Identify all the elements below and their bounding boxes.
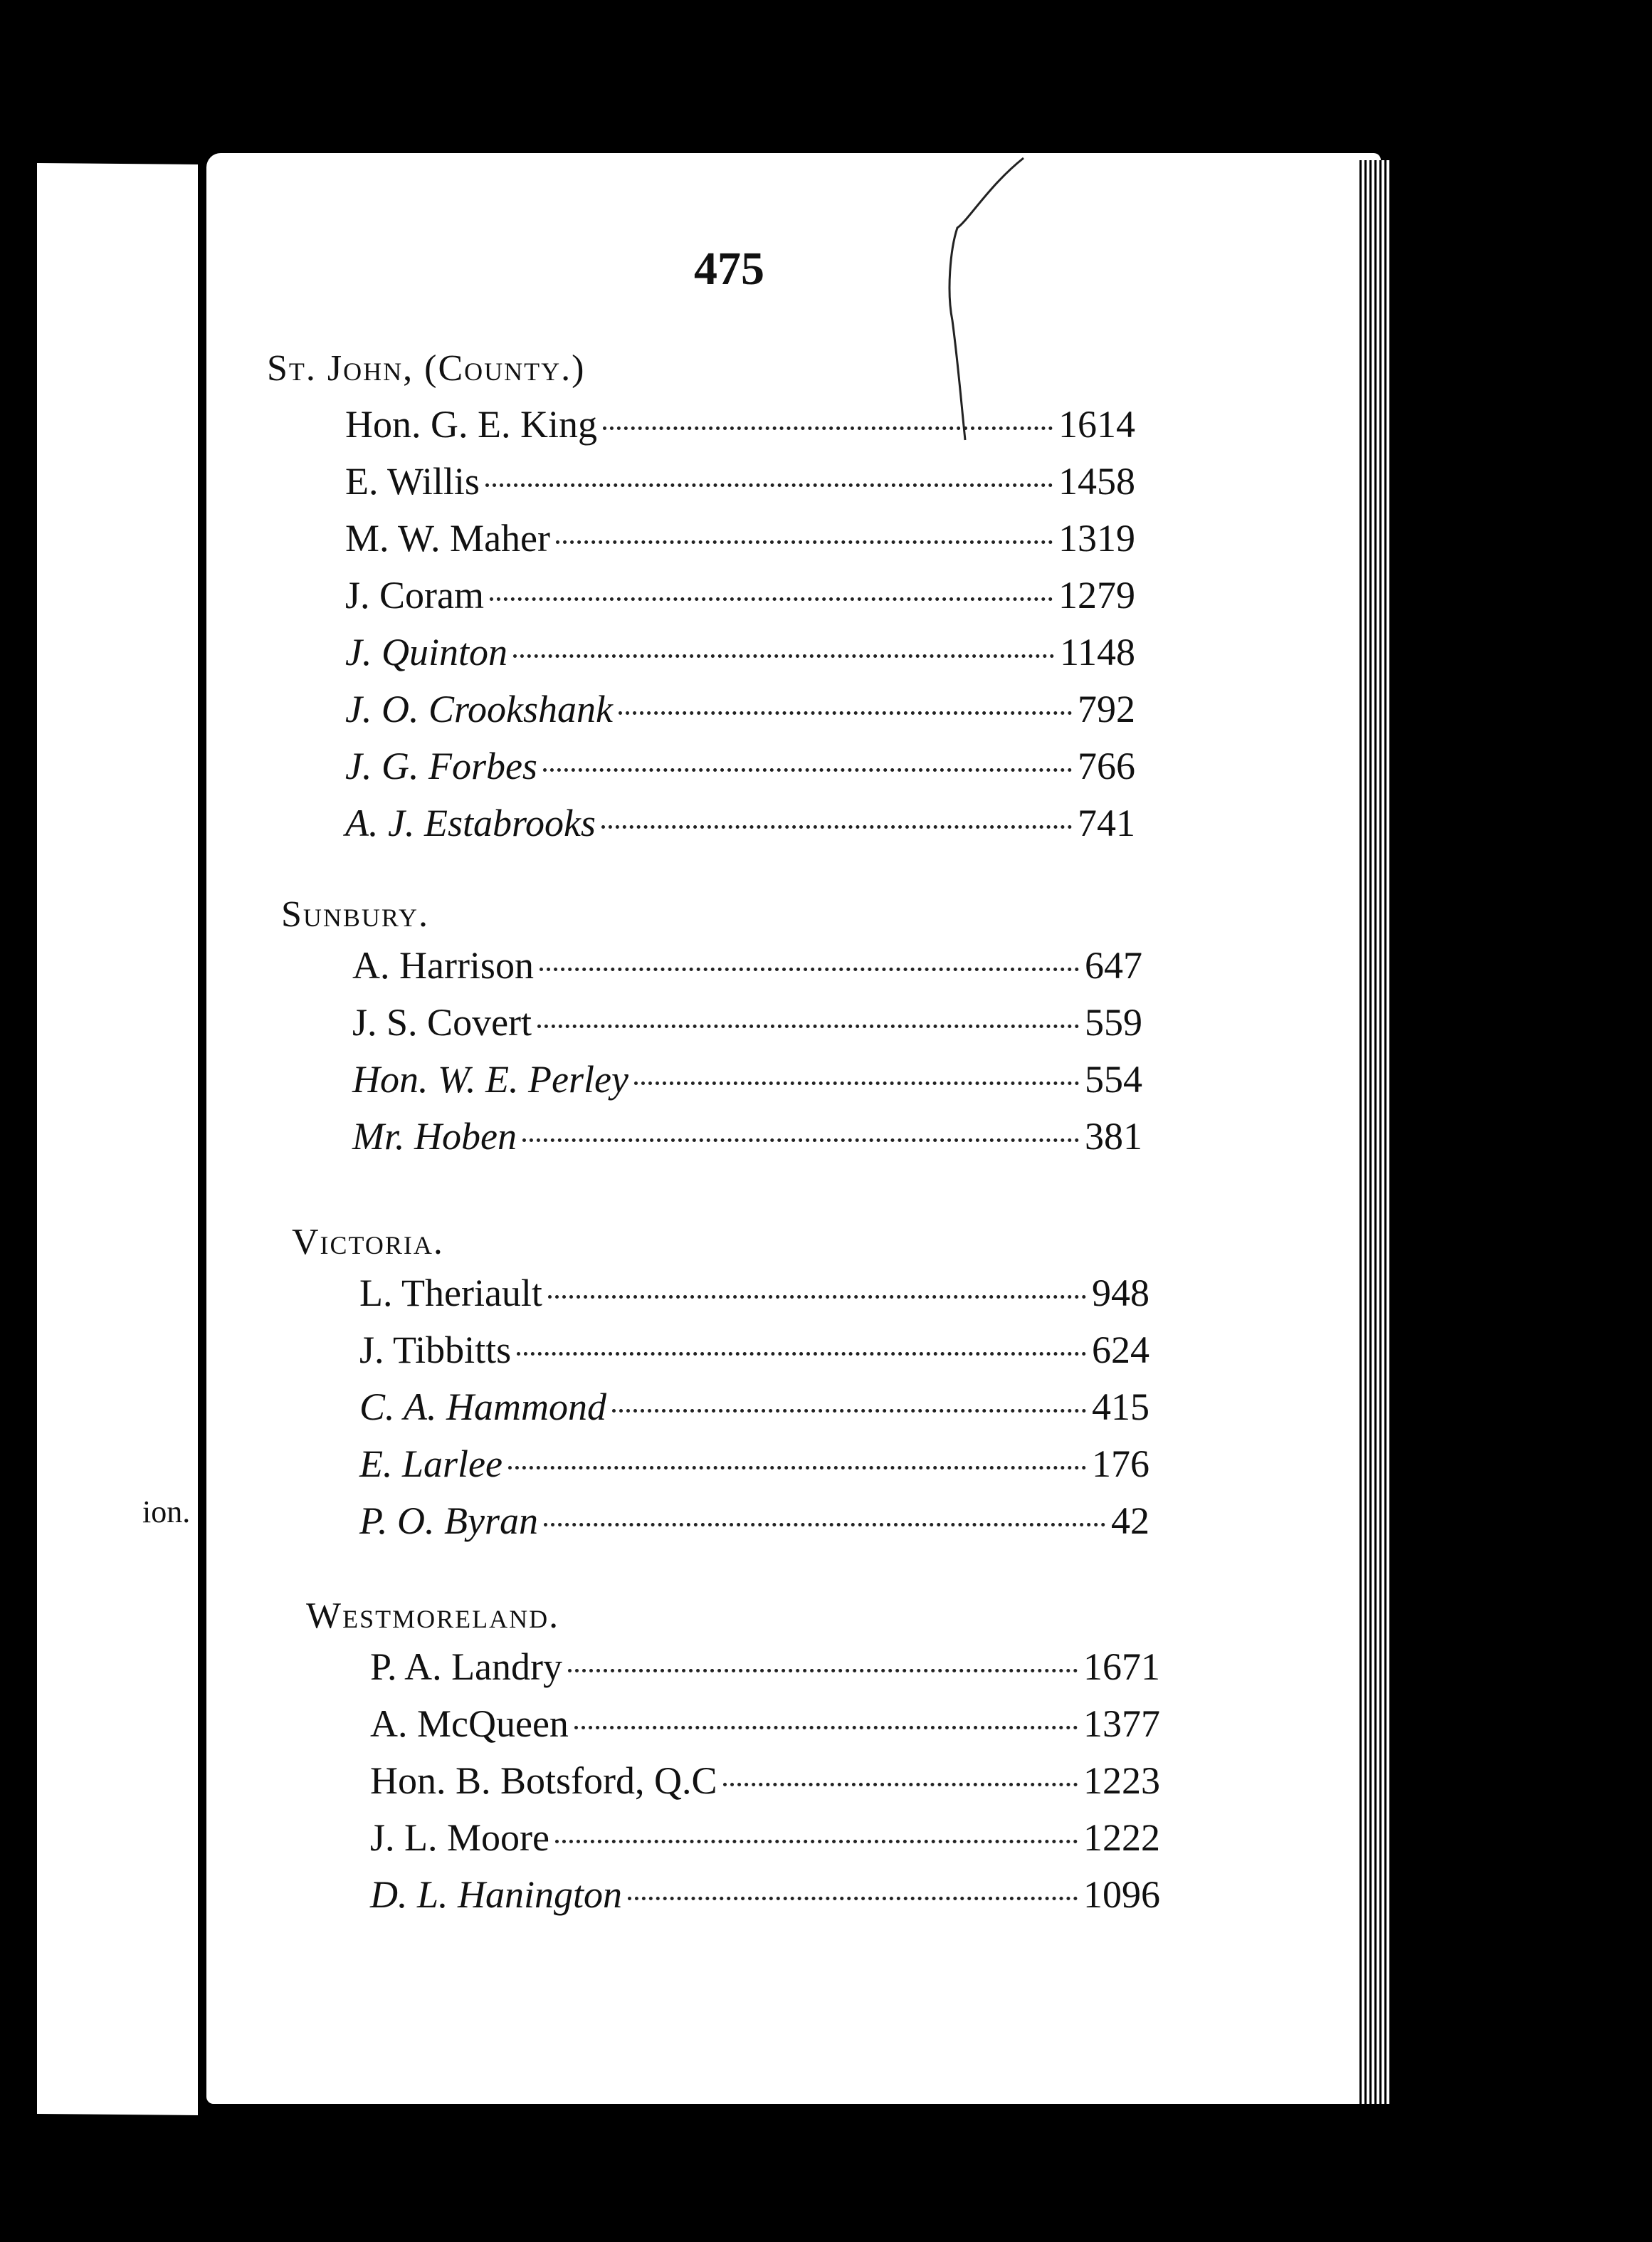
candidate-name: J. S. Covert	[352, 1001, 532, 1044]
dot-leader	[601, 825, 1072, 829]
section-heading-st-john: St. John, (County.)	[267, 348, 586, 389]
paper-crease	[932, 157, 1025, 441]
vote-count: 1319	[1058, 517, 1135, 560]
dot-leader	[723, 1783, 1078, 1786]
list-item	[345, 801, 1135, 858]
list-item	[359, 1328, 1149, 1385]
list-item	[359, 1385, 1149, 1442]
vote-count: 1279	[1058, 574, 1135, 617]
page-edge	[1359, 160, 1389, 2104]
vote-count: 415	[1092, 1385, 1149, 1428]
candidate-name: A. McQueen	[370, 1702, 569, 1745]
candidate-name: P. A. Landry	[370, 1645, 562, 1688]
vote-count: 1148	[1060, 631, 1135, 674]
vote-count: 1222	[1083, 1816, 1160, 1859]
vote-count: 1377	[1083, 1702, 1160, 1745]
vote-count: 176	[1092, 1442, 1149, 1485]
list-item	[345, 744, 1135, 801]
candidate-name: A. J. Estabrooks	[345, 802, 596, 844]
vote-count: 42	[1111, 1499, 1149, 1542]
vote-count: 554	[1085, 1058, 1142, 1101]
dot-leader	[568, 1669, 1078, 1672]
candidate-name: J. Tibbitts	[359, 1329, 512, 1371]
dot-leader	[522, 1138, 1079, 1142]
dot-leader	[540, 968, 1079, 971]
candidate-name: J. L. Moore	[370, 1816, 549, 1859]
candidate-name: J. Coram	[345, 574, 484, 617]
candidate-name: Mr. Hoben	[352, 1115, 517, 1158]
list-item	[359, 1499, 1149, 1556]
vote-count: 1223	[1083, 1759, 1160, 1802]
candidate-name: J. G. Forbes	[345, 745, 537, 787]
left-page-fragment: ion.	[142, 1494, 191, 1529]
list-item	[352, 943, 1142, 1000]
candidate-name: A. Harrison	[352, 944, 534, 987]
page-number: 475	[694, 243, 764, 295]
vote-count: 1614	[1058, 403, 1135, 446]
vote-count: 766	[1078, 745, 1135, 787]
dot-leader	[490, 597, 1053, 601]
list-item	[370, 1645, 1160, 1702]
dot-leader	[543, 768, 1072, 772]
list-item	[345, 573, 1135, 630]
vote-count: 1096	[1083, 1873, 1160, 1916]
section-heading-victoria: Victoria.	[292, 1222, 444, 1262]
dot-leader	[555, 1840, 1078, 1843]
candidate-name: D. L. Hanington	[370, 1873, 623, 1916]
vote-count: 741	[1078, 802, 1135, 844]
dot-leader	[548, 1295, 1086, 1299]
dot-leader	[544, 1523, 1105, 1526]
list-item	[359, 1442, 1149, 1499]
section-heading-sunbury: Sunbury.	[281, 894, 429, 935]
candidate-name: C. A. Hammond	[359, 1385, 607, 1428]
dot-leader	[628, 1897, 1078, 1900]
list-item	[345, 630, 1135, 687]
candidate-name: J. Quinton	[345, 631, 507, 674]
candidate-name: E. Willis	[345, 460, 480, 503]
candidate-name: Hon. G. E. King	[345, 403, 597, 446]
list-item	[345, 459, 1135, 516]
candidate-name: Hon. B. Botsford, Q.C	[370, 1759, 717, 1802]
list-item	[359, 1271, 1149, 1328]
list-item	[352, 1000, 1142, 1057]
list-item	[370, 1702, 1160, 1759]
dot-leader	[612, 1409, 1086, 1413]
dot-leader	[513, 654, 1054, 658]
candidate-name: L. Theriault	[359, 1272, 542, 1314]
vote-count: 647	[1085, 944, 1142, 987]
candidate-name: M. W. Maher	[345, 517, 550, 560]
list-item	[352, 1057, 1142, 1114]
list-item	[370, 1759, 1160, 1816]
left-page-strip	[37, 163, 198, 2115]
dot-leader	[508, 1466, 1086, 1470]
dot-leader	[574, 1726, 1078, 1729]
dot-leader	[603, 426, 1053, 430]
vote-count: 1458	[1058, 460, 1135, 503]
candidate-name: Hon. W. E. Perley	[352, 1058, 628, 1101]
vote-count: 792	[1078, 688, 1135, 730]
list-item	[345, 402, 1135, 459]
vote-count: 381	[1085, 1115, 1142, 1158]
dot-leader	[556, 540, 1053, 544]
dot-leader	[537, 1025, 1079, 1028]
candidate-name: E. Larlee	[359, 1442, 503, 1485]
candidate-name: J. O. Crookshank	[345, 688, 613, 730]
vote-count: 948	[1092, 1272, 1149, 1314]
dot-leader	[517, 1352, 1086, 1356]
vote-count: 1671	[1083, 1645, 1160, 1688]
list-item	[370, 1816, 1160, 1872]
list-item	[370, 1872, 1160, 1929]
vote-count: 624	[1092, 1329, 1149, 1371]
list-item	[345, 687, 1135, 744]
dot-leader	[619, 711, 1072, 715]
list-item	[345, 516, 1135, 573]
candidate-name: P. O. Byran	[359, 1499, 538, 1542]
list-item	[352, 1114, 1142, 1171]
vote-count: 559	[1085, 1001, 1142, 1044]
dot-leader	[634, 1081, 1079, 1085]
dot-leader	[485, 483, 1053, 487]
section-heading-westmoreland: Westmoreland.	[306, 1596, 560, 1636]
